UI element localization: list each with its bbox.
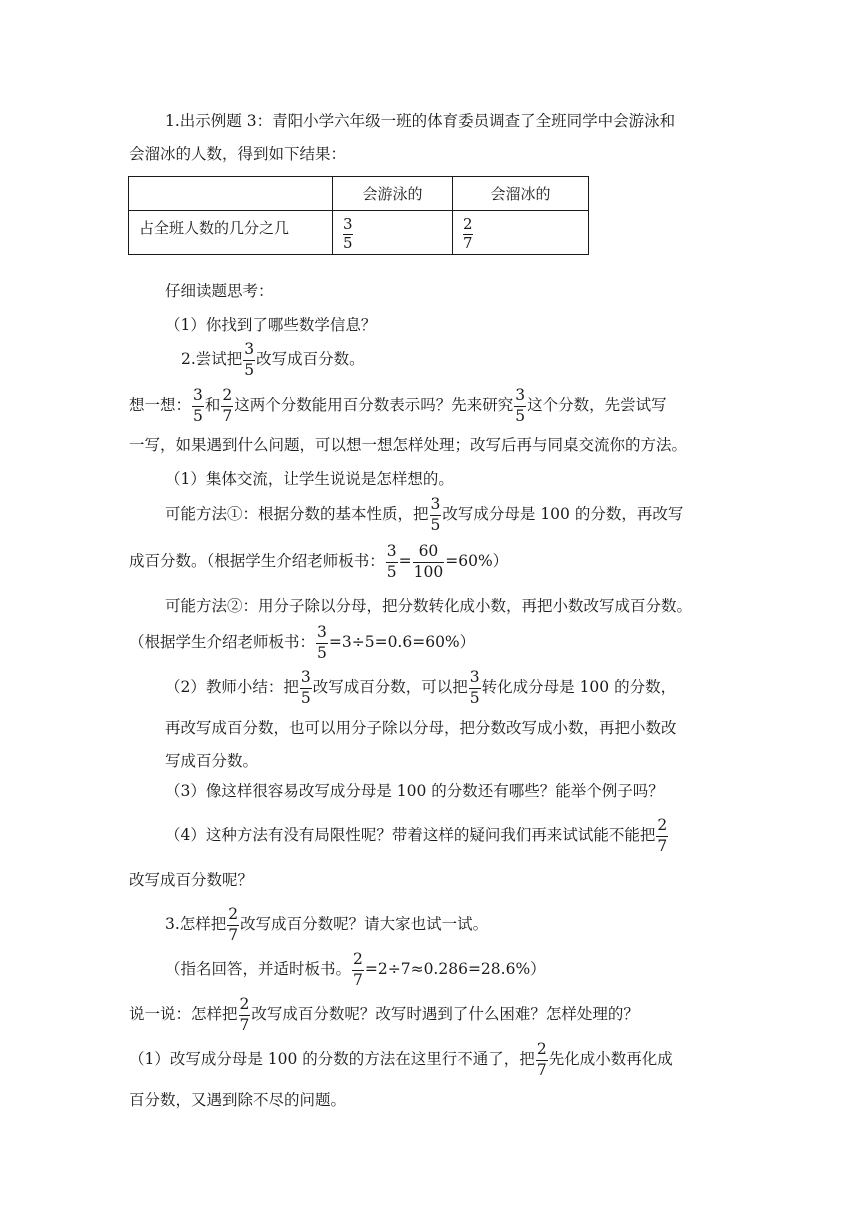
method2-line-2: （根据学生介绍老师板书： $\frac{3}{5}$ =3÷5=0.6=60%） [129,623,476,662]
think-line-2: 一写，如果遇到什么问题，可以想一想怎样处理；改写后再与同桌交流你的方法。 [129,436,688,454]
fraction-3-5: $\frac{3}{5}$ [244,340,255,379]
reading-heading: 仔细读题思考： [165,282,274,300]
table-header-skate: 会溜冰的 [453,177,589,211]
try-line: 2.尝试把 $\frac{3}{5}$ 改写成百分数。 [181,340,365,379]
fraction-2-7: $\frac{2}{7}$ [536,1040,547,1079]
fraction-60-100: $\frac{60}{100}$ [413,542,444,581]
fraction-2-7: $\frac{2}{7}$ [463,215,473,252]
summary-line-2: 再改写成百分数，也可以用分子除以分母，把分数改写成小数，再把小数改 [165,719,677,737]
table-header-swim: 会游泳的 [333,177,453,211]
method2-line-1: 可能方法②：用分子除以分母，把分数转化成小数，再把小数改写成百分数。 [165,597,693,615]
intro-line-1: 1.出示例题 3：青阳小学六年级一班的体育委员调查了全班同学中会游泳和 [165,112,676,130]
summary-line-3: 写成百分数。 [165,752,259,770]
fraction-2-7: $\frac{2}{7}$ [239,995,250,1034]
fraction-2-7: $\frac{2}{7}$ [657,816,668,855]
survey-table [128,176,589,255]
fraction-3-5: $\frac{3}{5}$ [193,386,203,425]
step3-line: 3.怎样把 $\frac{2}{7}$ 改写成百分数呢？请大家也试一试。 [165,905,489,944]
question-1: （1）你找到了哪些数学信息？ [165,316,377,334]
question-3: （3）像这样很容易改写成分母是 100 的分数还有哪些？能举个例子吗？ [165,782,664,800]
last-line-2: 百分数，又遇到除不尽的问题。 [129,1091,347,1109]
last-line-1: （1）改写成分母是 100 的分数的方法在这里行不通了，把 $\frac{2}{7}$ 先化成小数再化成 [129,1040,673,1079]
method1-line-1: 可能方法①：根据分数的基本性质，把 $\frac{3}{5}$ 改写成分母是 100 的分数，再改写 [165,495,684,534]
fraction-3-5: $\frac{3}{5}$ [300,668,311,707]
think-line-1: 想一想： $\frac{3}{5}$ 和 $\frac{2}{7}$ 这两个分数能用百分数表示吗？先来研究 $\frac{3}{5}$ 这个分数，先尝试写 [129,386,667,425]
fraction-2-7: $\frac{2}{7}$ [228,905,239,944]
table-cell-swim [333,211,453,255]
fraction-3-5: $\frac{3}{5}$ [386,542,397,581]
exchange-line: （1）集体交流，让学生说说是怎样想的。 [165,470,454,488]
question-4-line-2: 改写成百分数呢？ [129,871,254,889]
summary-line-1: （2）教师小结：把 $\frac{3}{5}$ 改写成百分数，可以把 $\frac{3}{5}$ 转化成分母是 100 的分数， [165,668,677,707]
fraction-3-5: $\frac{3}{5}$ [430,495,441,534]
fraction-2-7: $\frac{2}{7}$ [353,950,363,989]
method1-line-2: 成百分数。（根据学生介绍老师板书： $\frac{3}{5}$ = $\frac{60}{100}$ =60%） [129,542,509,581]
answer-line: （指名回答，并适时板书。 $\frac{2}{7}$ =2÷7≈0.286=28.6%） [165,950,546,989]
table-row-label: 占全班人数的几分之几 [129,211,333,255]
fraction-3-5: $\frac{3}{5}$ [317,623,327,662]
talk-line: 说一说：怎样把 $\frac{2}{7}$ 改写成百分数呢？改写时遇到了什么困难？怎样处理的？ [129,995,639,1034]
fraction-2-7: $\frac{2}{7}$ [222,386,233,425]
fraction-3-5: $\frac{3}{5}$ [469,668,480,707]
intro-line-2: 会溜冰的人数，得到如下结果： [129,145,347,163]
fraction-3-5: $\frac{3}{5}$ [343,215,353,252]
table-row [129,211,589,255]
question-4-line-1: （4）这种方法有没有局限性呢？带着这样的疑问我们再来试试能不能把 $\frac{2}{7}$ [165,816,668,855]
table-header-row [129,177,589,211]
table-header-empty [129,177,333,211]
fraction-3-5: $\frac{3}{5}$ [515,386,526,425]
table-cell-skate [453,211,589,255]
